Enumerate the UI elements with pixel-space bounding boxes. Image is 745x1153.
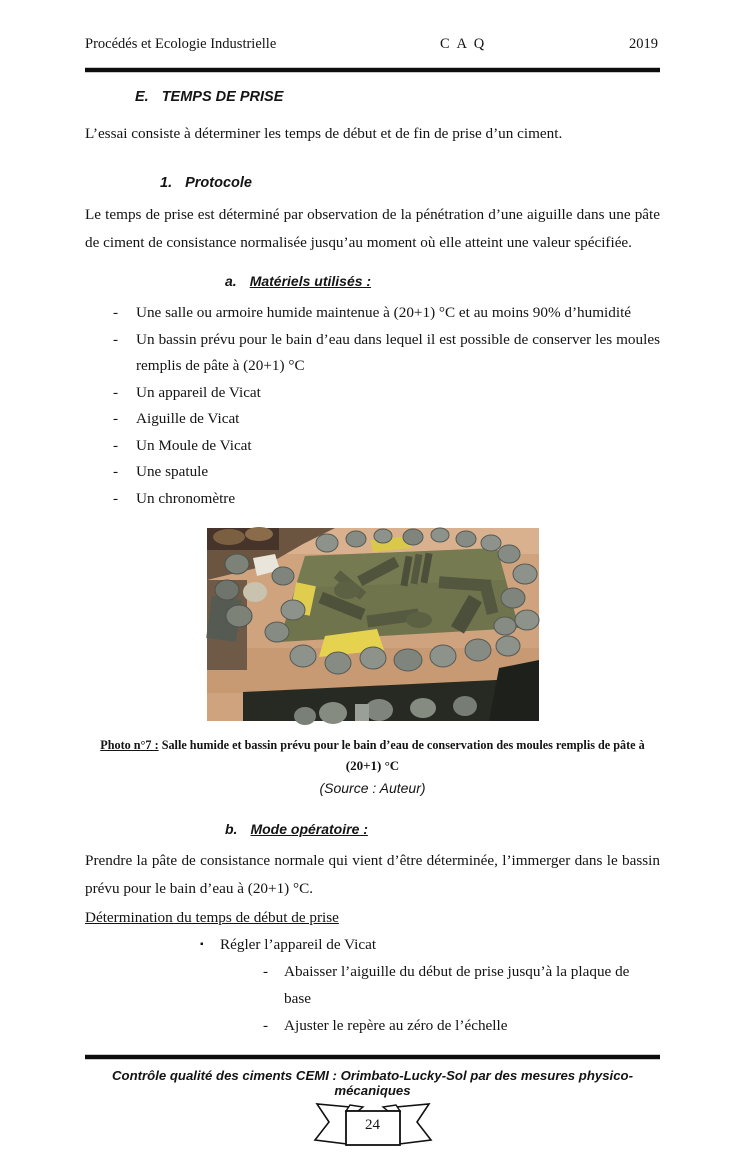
photo-caption-label: Photo n°7 : xyxy=(100,738,159,752)
page-number: 24 xyxy=(365,1117,380,1133)
heading-mode-operatoire xyxy=(225,821,660,837)
photo-caption-text: Salle humide et bassin prévu pour le bain d’eau de conservation des moules remplis de pâte à xyxy=(161,738,645,752)
list-item xyxy=(85,300,660,327)
heading-mode-label: Mode opératoire : xyxy=(250,821,368,837)
paragraph-protocole: Le temps de prise est déterminé par observation de la pénétration d’une aiguille dans une pâte de ciment de consistance normalisée jusqu’au moment où elle atteint une valeur spécifiée. xyxy=(85,206,660,251)
dash-bullet: - xyxy=(113,410,119,427)
substep-text: Ajuster le repère au zéro de l’échelle xyxy=(284,1017,508,1034)
paragraph-intro: L’essai consiste à déterminer les temps de début et de fin de prise d’un ciment. xyxy=(85,125,563,142)
header-journal-title: Procédés et Ecologie Industrielle xyxy=(85,36,277,52)
list-item-text: Un chronomètre xyxy=(136,489,236,507)
dash-bullet: - xyxy=(113,489,119,507)
substep-text: Abaisser l’aiguille du début de prise jusqu’à la plaque de base xyxy=(284,963,630,1007)
list-item xyxy=(85,459,660,486)
square-bullet: ▪ xyxy=(200,939,204,950)
list-item-text: Un appareil de Vicat xyxy=(136,383,261,401)
footer-title: Contrôle qualité des ciments CEMI : Orimbato-Lucky-Sol par des mesures physico-mécaniques xyxy=(111,1068,634,1098)
photo-illustration xyxy=(207,528,539,721)
header-caq-label: C A Q xyxy=(440,36,487,52)
footer-rule xyxy=(85,1054,660,1060)
step-text: Régler l’appareil de Vicat xyxy=(220,936,377,953)
subheading-determination-text: Détermination du temps de début de prise xyxy=(85,909,339,926)
section-letter: E. xyxy=(135,89,149,105)
substep-ajuster xyxy=(85,1012,660,1039)
photo-caption-line2: (20+1) °C xyxy=(345,758,400,773)
list-item-text: Aiguille de Vicat xyxy=(136,410,240,427)
step-regler-vicat xyxy=(85,931,660,958)
list-item-text: Une spatule xyxy=(136,463,209,480)
materials-list xyxy=(85,300,660,512)
photo-salle-humide-bassin xyxy=(207,528,539,721)
dash-bullet: - xyxy=(113,383,119,401)
header-year: 2019 xyxy=(629,36,658,52)
subheading-determination xyxy=(85,904,660,931)
heading-materiels-label: Matériels utilisés : xyxy=(249,273,372,289)
header-rule xyxy=(85,67,660,73)
heading-mode-letter: b. xyxy=(225,821,238,837)
heading-materiels-utilises xyxy=(225,273,660,289)
heading-protocole-number: 1. xyxy=(160,175,173,191)
heading-protocole xyxy=(160,175,660,191)
photo-source: (Source : Auteur) xyxy=(319,780,426,796)
substep-abaisser xyxy=(85,958,660,1012)
list-item-text: Un Moule de Vicat xyxy=(136,436,252,454)
dash-bullet: - xyxy=(113,463,119,480)
list-item xyxy=(85,406,660,433)
list-item xyxy=(85,433,660,460)
page-number-ribbon xyxy=(313,1102,433,1148)
dash-bullet: - xyxy=(113,304,119,321)
list-item-text: Une salle ou armoire humide maintenue à (20+1) °C et au moins 90% d’humidité xyxy=(136,304,632,321)
list-item-text: Un bassin prévu pour le bain d’eau dans lequel il est possible de conserver les moules remplis de pâte à (20+1) °C xyxy=(136,330,660,374)
list-item xyxy=(85,380,660,407)
dash-bullet: - xyxy=(263,963,269,980)
paragraph-mode-operatoire: Prendre la pâte de consistance normale qui vient d’être déterminée, l’immerger dans le bassin prévu pour le bain d’eau à (20+1) °C. xyxy=(85,852,660,897)
photo-caption xyxy=(85,734,660,757)
section-label: TEMPS DE PRISE xyxy=(161,89,284,105)
dash-bullet: - xyxy=(113,330,119,348)
heading-materiels-letter: a. xyxy=(225,273,237,289)
section-heading-temps-de-prise xyxy=(135,89,660,105)
list-item xyxy=(85,486,660,513)
heading-protocole-label: Protocole xyxy=(185,175,252,191)
dash-bullet: - xyxy=(113,436,119,454)
dash-bullet: - xyxy=(263,1017,269,1034)
page-header xyxy=(85,36,660,56)
list-item xyxy=(85,327,660,380)
